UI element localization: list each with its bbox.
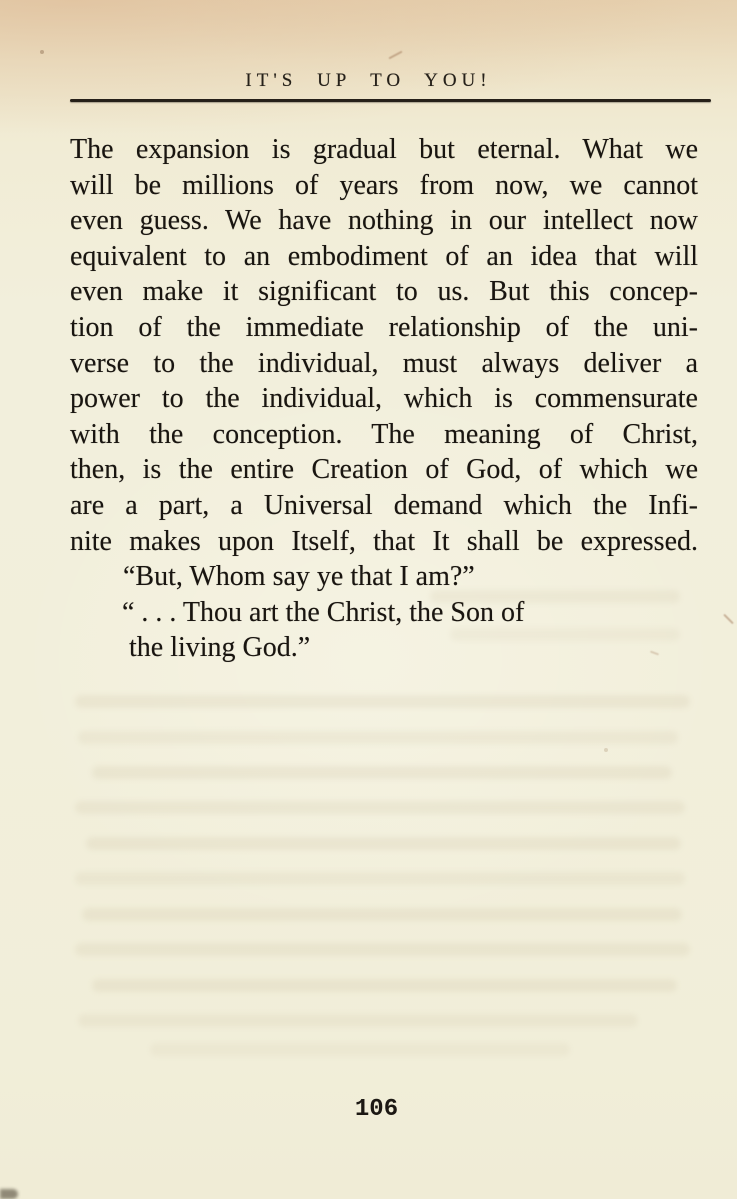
body-line: nite makes upon Itself, that It shall be expressed. [70,525,698,557]
body-line: equivalent to an embodiment of an idea that will [70,240,698,272]
body-line: with the conception. The meaning of Christ, [70,418,698,450]
scan-smudge [0,1189,18,1199]
body-line: are a part, a Universal demand which the Infi- [70,489,698,521]
ghost-line [75,801,685,814]
quote-line: “But, Whom say ye that I am?” [123,561,475,593]
ghost-line [92,979,677,992]
quote-line: the living God.” [129,632,311,664]
body-line: will be millions of years from now, we cannot [70,169,698,201]
body-line: The expansion is gradual but eternal. What we [70,134,698,165]
ghost-line [75,872,685,885]
ghost-line [78,1014,638,1027]
body-line: then, is the entire Creation of God, of which we [70,454,698,486]
paper-speck [604,748,608,752]
body-line: even make it significant to us. But this concep- [70,276,698,308]
ghost-line [75,943,690,956]
page-number: 106 [354,1096,399,1123]
paper-speck [40,50,44,54]
ghost-line [75,695,690,708]
paper-scratch [723,614,734,625]
ghost-line [82,908,682,921]
running-header: IT'S UP TO YOU! [245,70,492,91]
quote-line: “ . . . Thou art the Christ, the Son of [122,596,525,628]
body-line: verse to the individual, must always deliver a [70,347,698,379]
body-line: even guess. We have nothing in our intellect now [70,205,698,237]
body-line: tion of the immediate relationship of the uni- [70,311,698,343]
paper-scratch [388,51,402,60]
ghost-line [150,1043,570,1056]
ghost-line [78,731,678,744]
ghost-line [92,766,672,779]
body-line: power to the individual, which is commensurate [70,383,698,415]
ghost-line [86,837,681,850]
header-rule [70,99,711,102]
body-text [70,132,698,666]
